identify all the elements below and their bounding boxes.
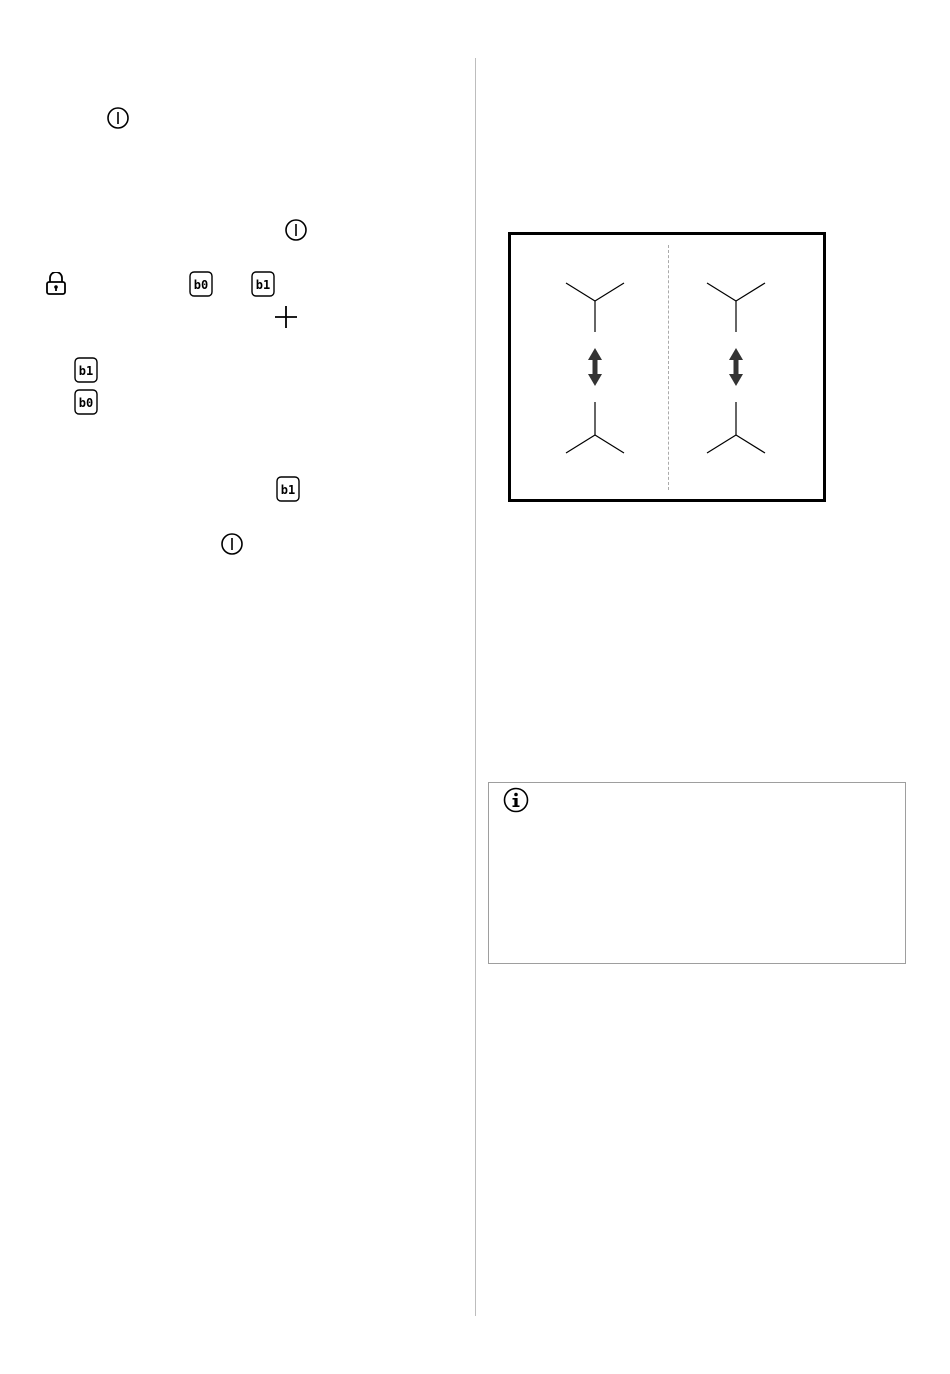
svg-text:b1: b1 — [255, 278, 271, 292]
info-icon — [503, 787, 529, 813]
fan-probe-left-drawing — [511, 235, 668, 499]
svg-text:b1: b1 — [78, 364, 94, 378]
display-b1-icon — [74, 357, 98, 383]
display-b0-icon — [189, 271, 213, 297]
column-divider — [475, 58, 476, 1316]
svg-text:b0: b0 — [78, 396, 94, 410]
info-note-box — [488, 782, 906, 964]
fan-adjustment-diagram — [508, 232, 826, 502]
power-icon — [106, 106, 130, 130]
power-icon — [284, 218, 308, 242]
svg-text:b0: b0 — [193, 278, 209, 292]
display-b1-icon — [276, 476, 300, 502]
fan-probe-left — [511, 235, 668, 499]
display-b1-icon — [251, 271, 275, 297]
up-down-arrow-icon — [729, 348, 743, 386]
fan-probe-right — [668, 235, 823, 499]
display-b0-icon — [74, 389, 98, 415]
fan-probe-right-drawing — [668, 235, 823, 499]
lock-icon — [45, 272, 67, 296]
plus-icon — [273, 304, 299, 330]
svg-text:b1: b1 — [280, 483, 296, 497]
up-down-arrow-icon — [588, 348, 602, 386]
power-icon — [220, 532, 244, 556]
